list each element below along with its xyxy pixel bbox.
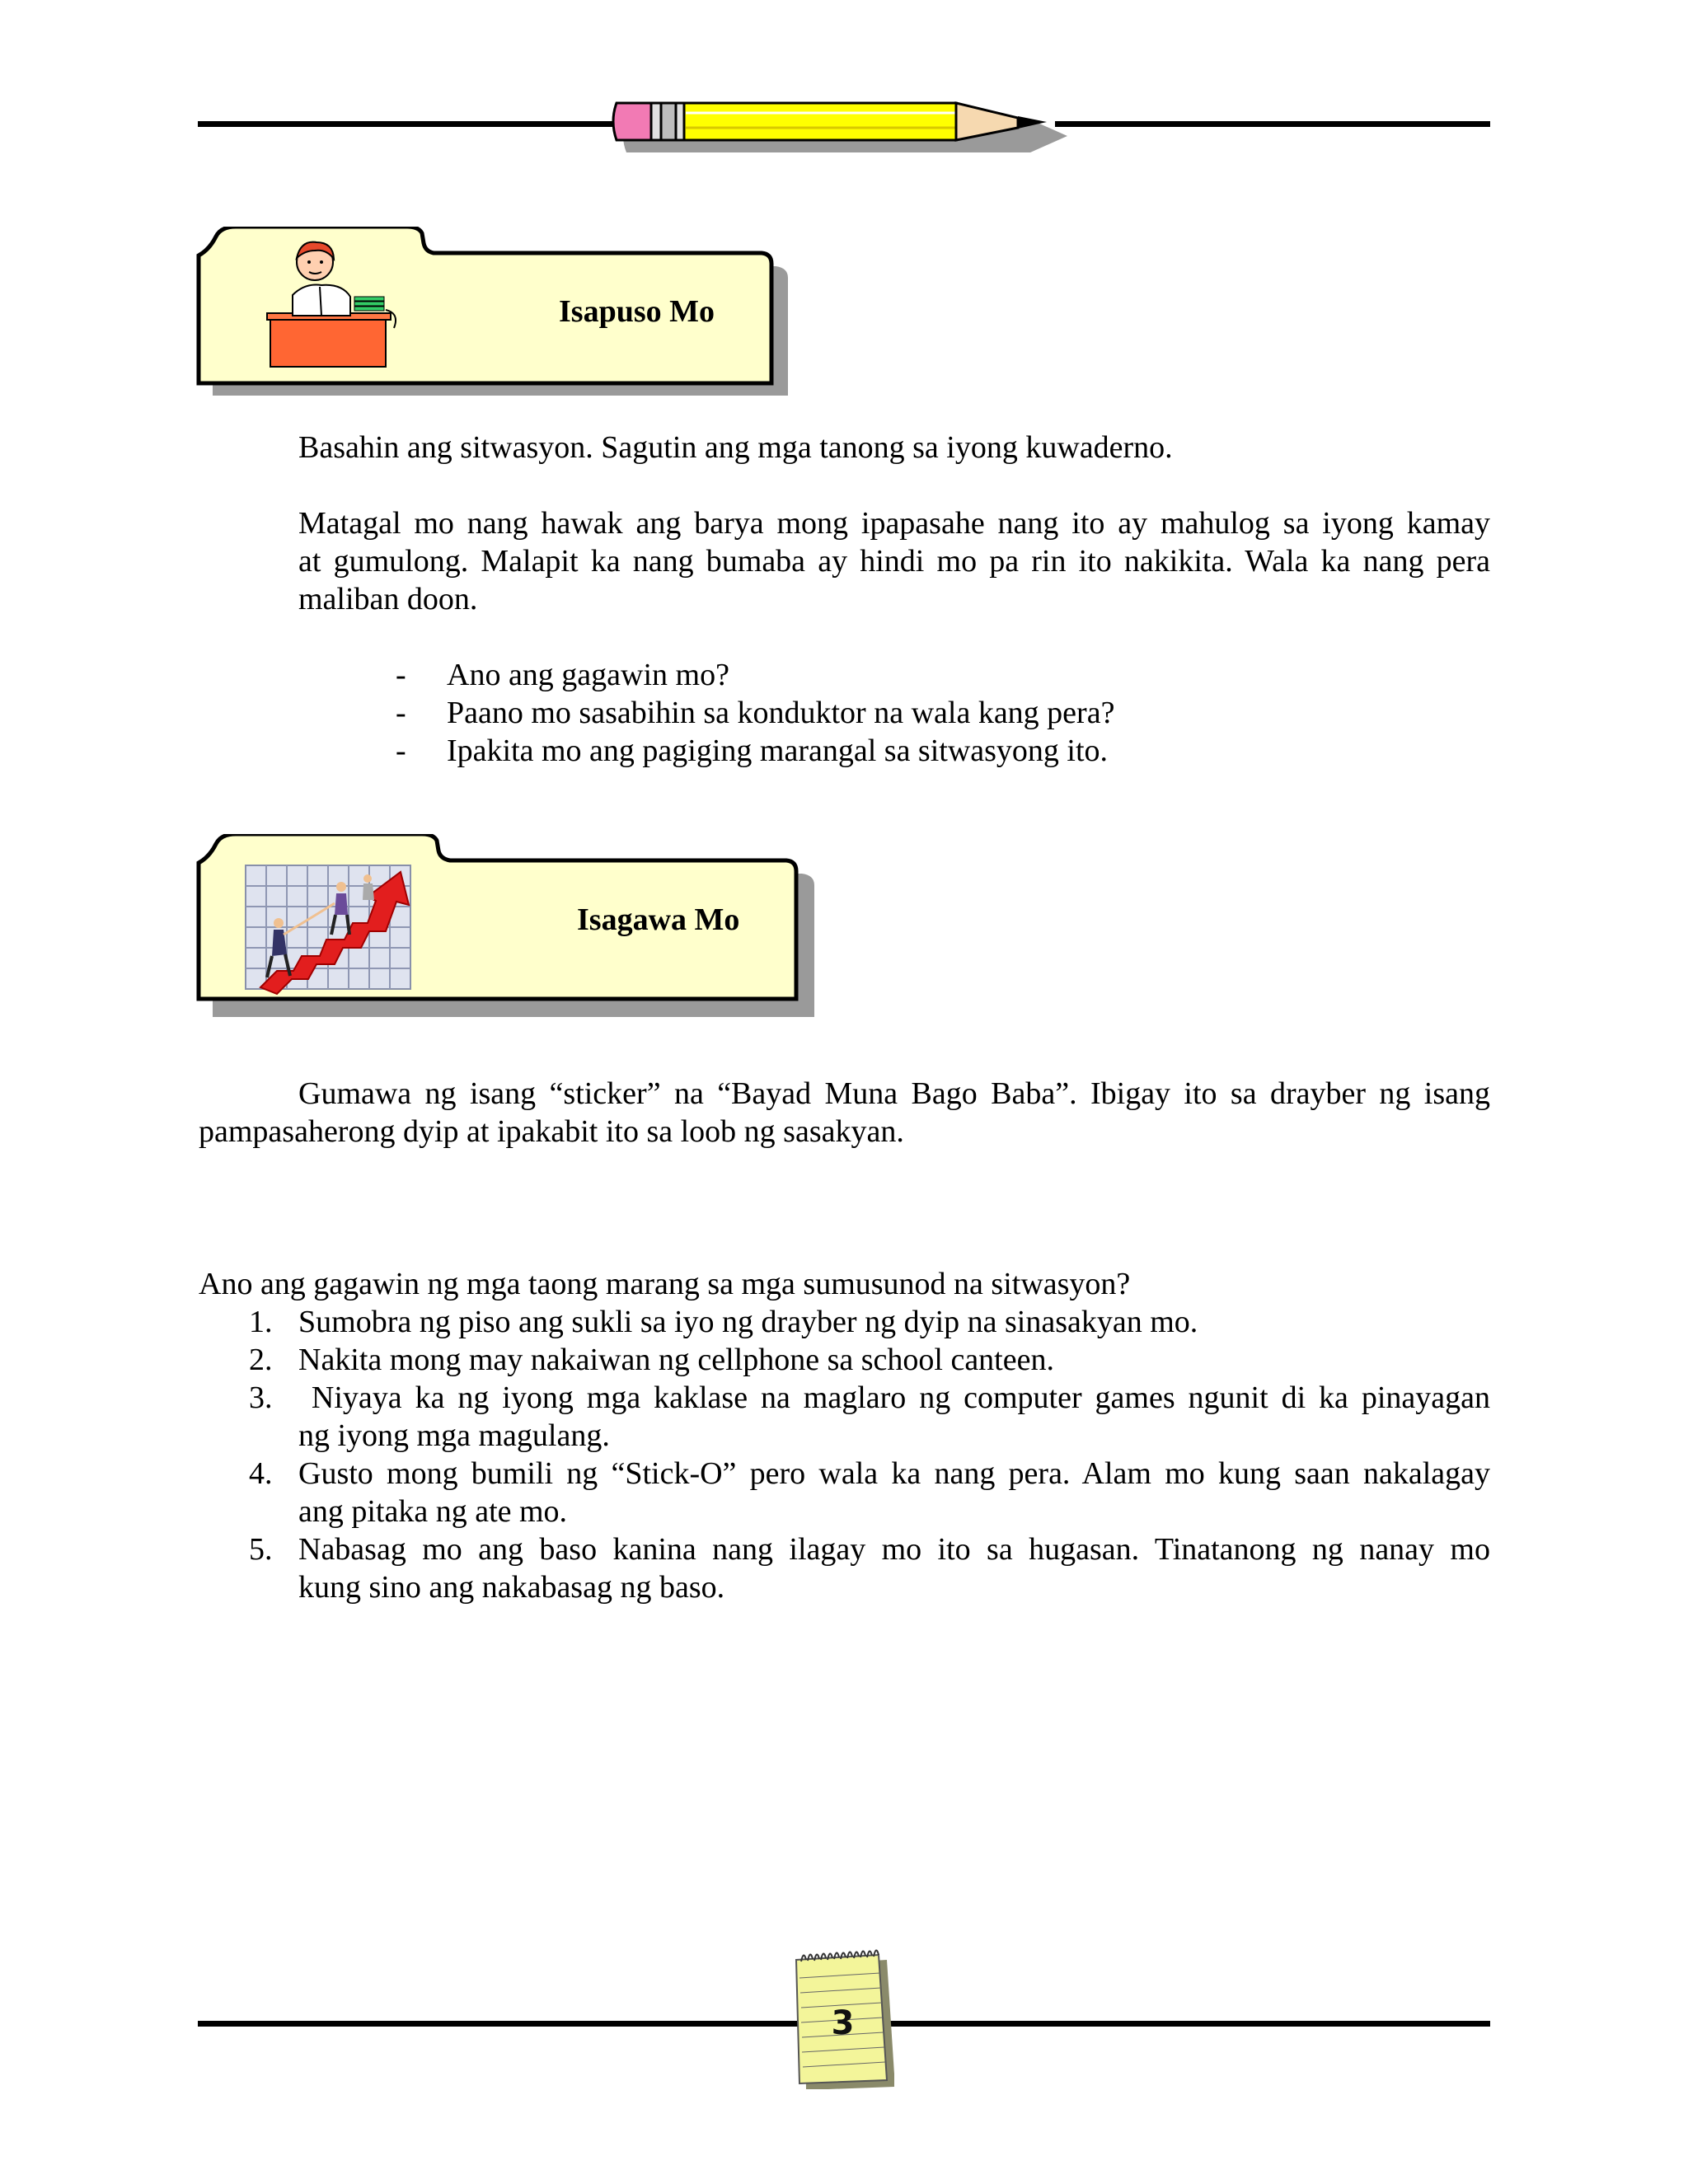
question-text: Ano ang gagawin mo? — [447, 658, 729, 692]
footer-rule-right — [886, 2021, 1490, 2027]
list-item — [249, 1455, 1490, 1530]
scenario-paragraph — [298, 504, 1490, 618]
list-item — [249, 1530, 1490, 1606]
header-rule-right — [1055, 121, 1490, 127]
person-at-desk-icon — [264, 237, 404, 369]
instruction-text: Basahin ang sitwasyon. Sagutin ang mga tanong sa iyong kuwaderno. — [298, 430, 1173, 465]
list-item — [249, 1379, 1490, 1455]
question-text: Ipakita mo ang pagiging marangal sa sitwasyong ito. — [447, 733, 1109, 768]
bullet-marker: - — [396, 658, 406, 692]
item-line: Niyaya ka ng iyong mga kaklase na maglaro ng computer games ngunit di ka pinayagan — [298, 1380, 1490, 1415]
task-line-text: Gumawa ng isang “sticker” na “Bayad Muna Bago Baba”. Ibigay ito sa drayber ng isang — [298, 1076, 1490, 1111]
section-title: Isapuso Mo — [559, 294, 715, 329]
item-line: kung sino ang nakabasag ng baso. — [298, 1570, 725, 1605]
bullet-marker: - — [396, 696, 406, 730]
page-number: 3 — [831, 2004, 855, 2042]
scenario-line: at gumulong. Malapit ka nang bumaba ay hindi mo pa rin ito nakikita. Wala ka nang pera — [298, 544, 1490, 579]
scenario-line: Matagal mo nang hawak ang barya mong ipapasahe nang ito ay mahulog sa iyong kamay — [298, 506, 1490, 541]
item-line: Gusto mong bumili ng “Stick-O” pero wala ka nang pera. Alam mo kung saan nakalagay — [298, 1456, 1490, 1491]
people-climbing-growth-arrow-icon — [244, 864, 417, 996]
item-line: ng iyong mga magulang. — [298, 1418, 610, 1453]
item-line: Sumobra ng piso ang sukli sa iyo ng drayber ng dyip na sinasakyan mo. — [298, 1305, 1198, 1339]
item-number: 1. — [249, 1305, 273, 1339]
exercise-list — [249, 1303, 1490, 1606]
item-line: ang pitaka ng ate mo. — [298, 1494, 568, 1529]
item-number: 3. — [249, 1380, 273, 1415]
list-item — [396, 732, 1484, 770]
item-number: 4. — [249, 1456, 273, 1491]
task-line — [199, 1075, 1490, 1113]
item-line: Nakita mong may nakaiwan ng cellphone sa school canteen. — [298, 1343, 1054, 1377]
footer-rule-left — [198, 2021, 801, 2027]
item-number: 5. — [249, 1532, 273, 1567]
item-line: Nabasag mo ang baso kanina nang ilagay mo ito sa hugasan. Tinatanong ng nanay mo — [298, 1532, 1490, 1567]
section-title: Isagawa Mo — [577, 902, 740, 937]
pencil-icon — [610, 95, 1071, 161]
exercise-prompt: Ano ang gagawin ng mga taong marang sa mga sumusunod na sitwasyon? — [199, 1267, 1131, 1301]
question-text: Paano mo sasabihin sa konduktor na wala kang pera? — [447, 696, 1115, 730]
task-paragraph — [199, 1075, 1490, 1151]
bullet-marker: - — [396, 733, 406, 768]
scenario-line: maliban doon. — [298, 582, 478, 616]
question-list — [396, 656, 1484, 770]
task-line: pampasaherong dyip at ipakabit ito sa loob ng sasakyan. — [199, 1114, 904, 1149]
list-item — [396, 694, 1484, 732]
item-number: 2. — [249, 1343, 273, 1377]
list-item — [249, 1341, 1490, 1379]
list-item — [249, 1303, 1490, 1341]
list-item — [396, 656, 1484, 694]
header-rule-left — [198, 121, 626, 127]
